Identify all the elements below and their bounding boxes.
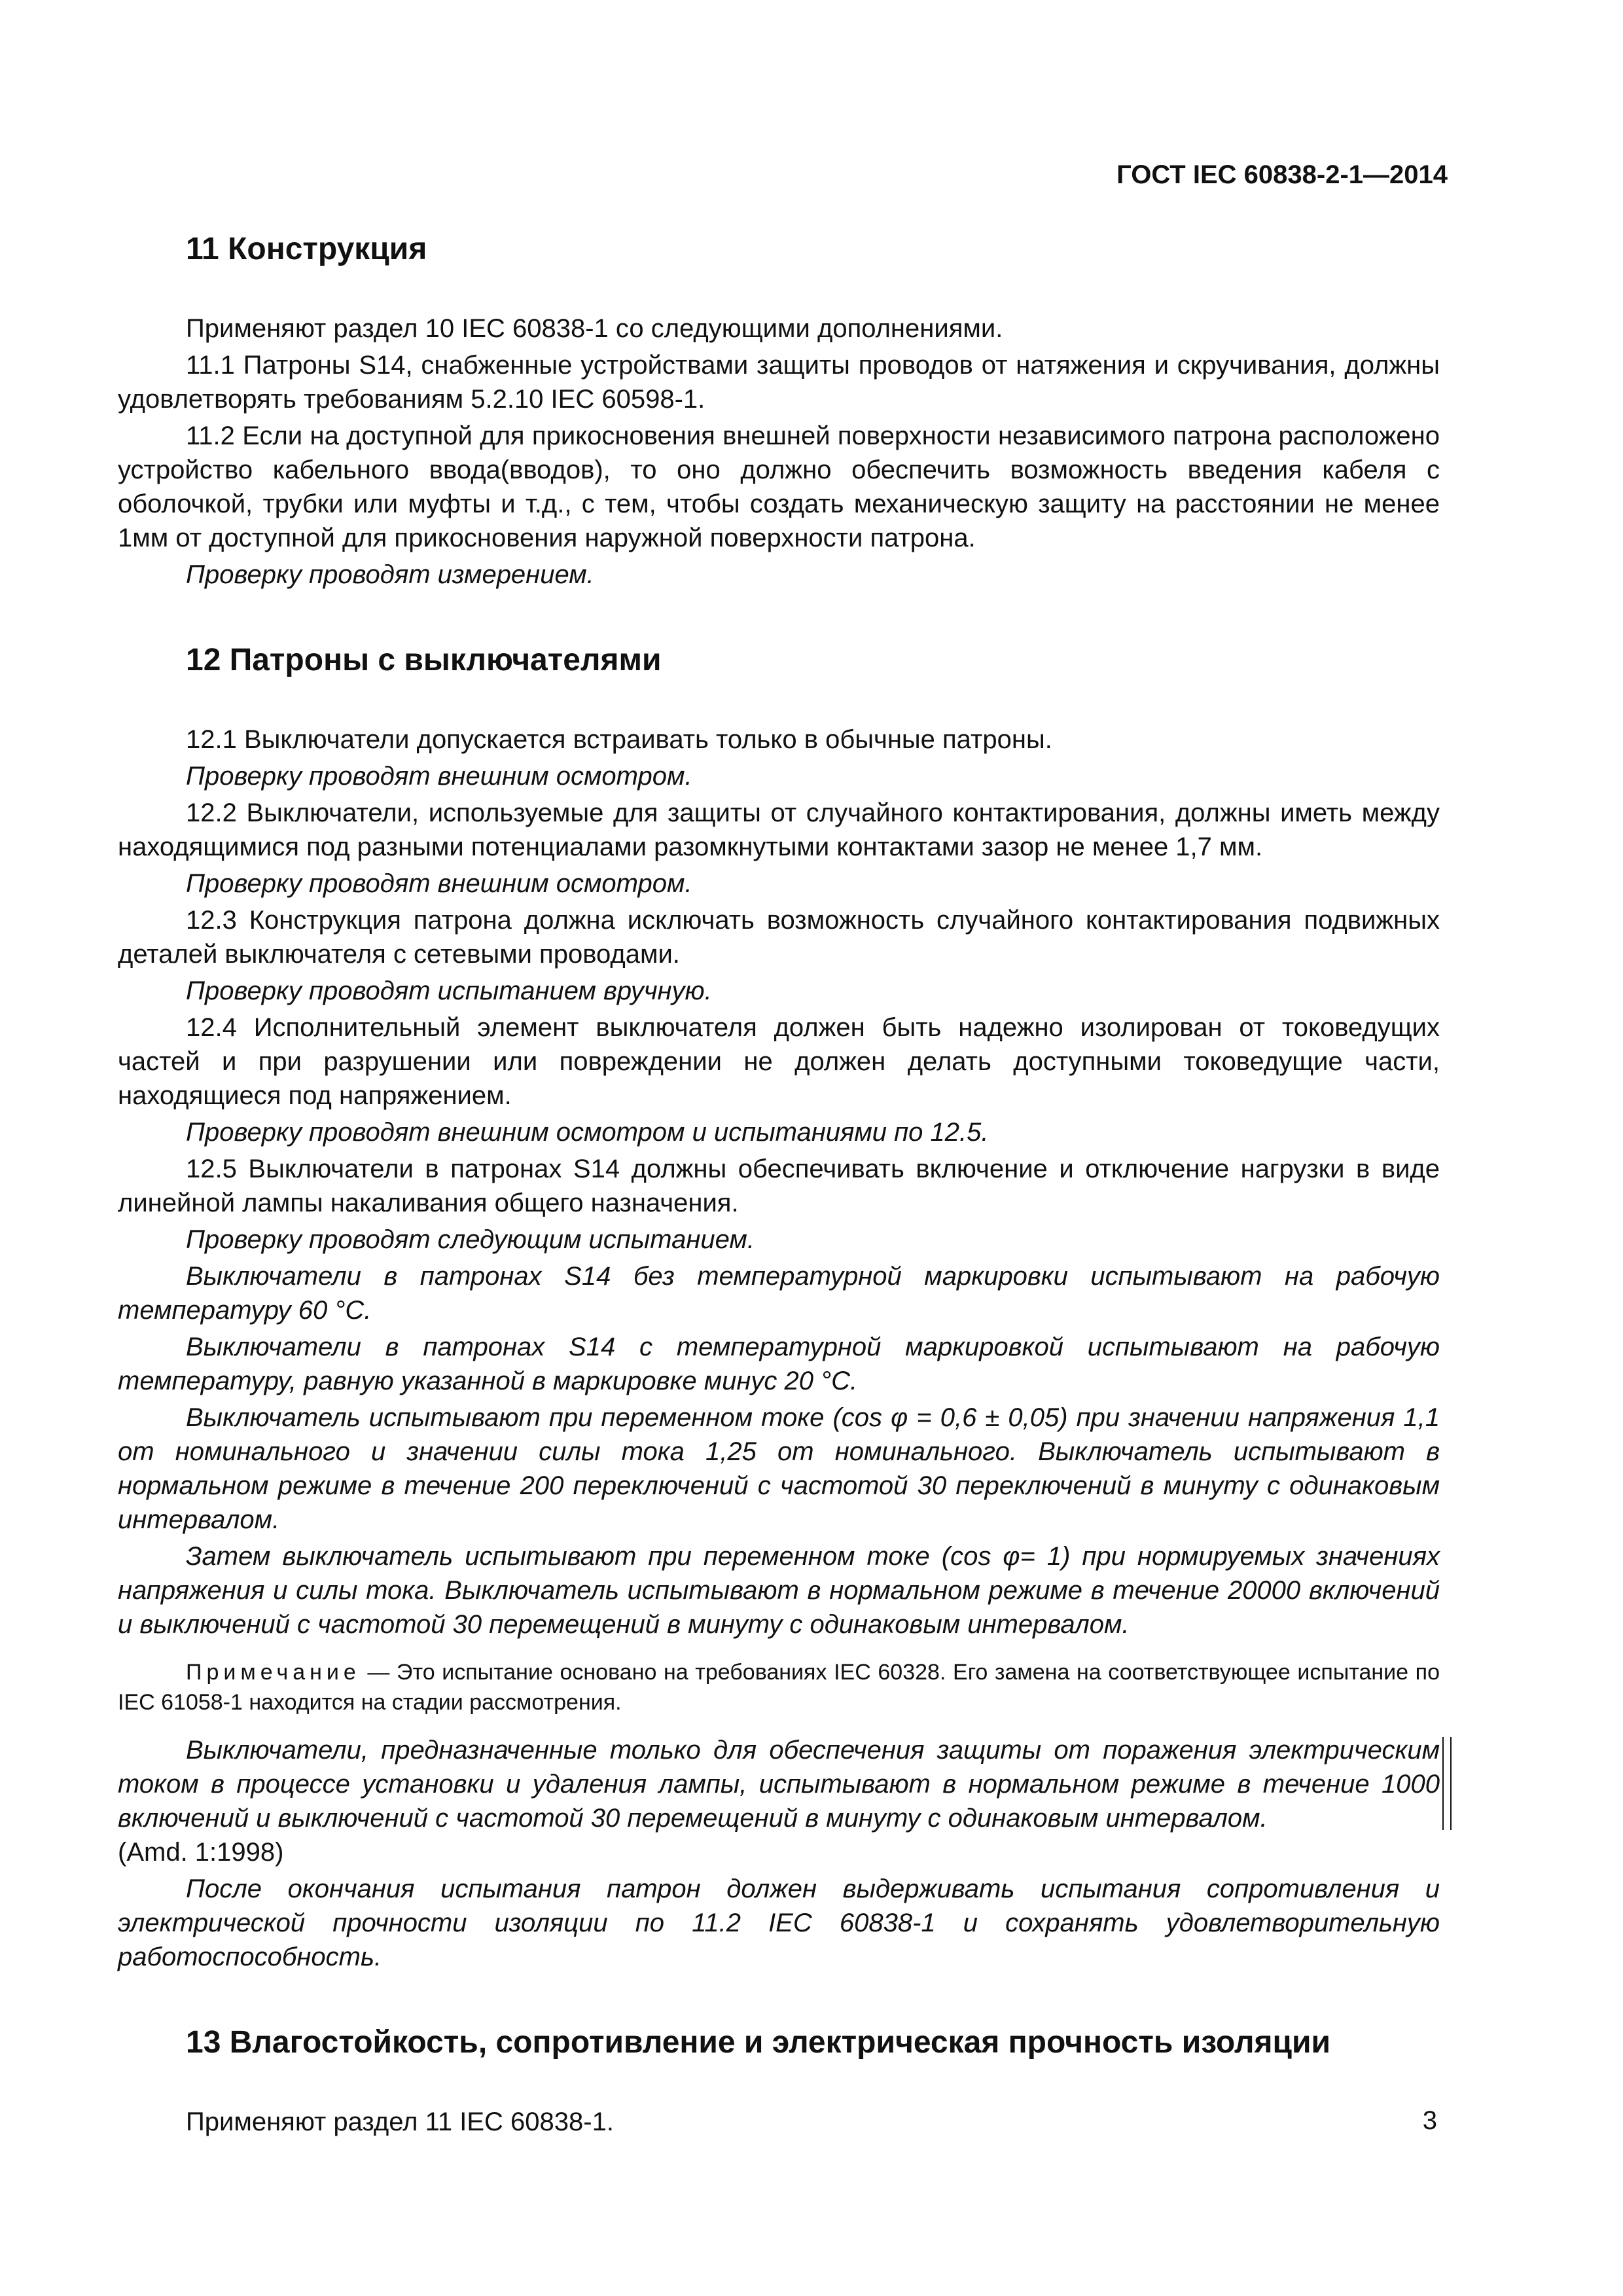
s12-note	[118, 1657, 1440, 1717]
page-number: 3	[1422, 2106, 1437, 2135]
section-12-title: 12 Патроны с выключателями	[186, 643, 662, 677]
s11-paragraph-1: Применяют раздел 10 IEC 60838-1 со следующими дополнениями.	[186, 314, 1003, 343]
s12-test-temp-1: Выключатели в патронах S14 без температурной маркировки испытывают на рабочую температуру 60 °С.	[118, 1262, 1440, 1325]
s12-paragraph-4: 12.4 Исполнительный элемент выключателя должен быть надежно изолирован от токоведущих частей и при разрушении или повреждении не должен делать доступными токоведущие части, находящиеся под напряжением.	[118, 1013, 1440, 1110]
s12-check-3: Проверку проводят испытанием вручную.	[186, 977, 712, 1005]
s13-paragraph-1: Применяют раздел 11 IEC 60838-1.	[186, 2108, 614, 2136]
section-11-title: 11 Конструкция	[186, 232, 427, 266]
s12-test-current-2: Затем выключатель испытывают при переменном токе (cos φ= 1) при нормируемых значениях напряжения и силы тока. Выключатель испытывают в нормальном режиме в течение 20000 включений и выключений с частотой 30 перемещений в минуту с одинаковым интервалом.	[118, 1542, 1440, 1639]
s11-check-note: Проверку проводят измерением.	[186, 560, 594, 589]
section-13-title: 13 Влагостойкость, сопротивление и электрическая прочность изоляции	[186, 2025, 1331, 2060]
s12-paragraph-3: 12.3 Конструкция патрона должна исключать возможность случайного контактирования подвижных деталей выключателя с сетевыми проводами.	[118, 906, 1440, 969]
standard-header: ГОСТ IEC 60838-2-1—2014	[1116, 160, 1448, 189]
amendment-block	[118, 1733, 1440, 1869]
s12-paragraph-5: 12.5 Выключатели в патронах S14 должны обеспечивать включение и отключение нагрузки в виде линейной лампы накаливания общего назначения.	[118, 1155, 1440, 1217]
s12-paragraph-1: 12.1 Выключатели допускается встраивать только в обычные патроны.	[186, 725, 1052, 754]
change-bar	[1442, 1737, 1452, 1830]
s12-paragraph-2: 12.2 Выключатели, используемые для защиты от случайного контактирования, должны иметь между находящимися под разными потенциалами разомкнутыми контактами зазор не менее 1,7 мм.	[118, 798, 1440, 861]
s12-check-5: Проверку проводят следующим испытанием.	[186, 1225, 755, 1254]
s12-check-1: Проверку проводят внешним осмотром.	[186, 762, 692, 791]
note-label: Примечание	[186, 1660, 361, 1685]
note-text: — Это испытание основано на требованиях IEC 60328. Его замена на соответствующее испытание по IEC 61058-1 находится на стадии рассмотрения.	[118, 1660, 1440, 1715]
amendment-ref: (Amd. 1:1998)	[118, 1838, 284, 1867]
s12-test-current-1: Выключатель испытывают при переменном токе (cos φ = 0,6 ± 0,05) при значении напряжения 1,1 от номинального и значении силы тока 1,25 от номинального. Выключатель испытывают в нормальном режиме в течение 200 переключений с частотой 30 переключений в минуту с одинаковым интервалом.	[118, 1403, 1440, 1534]
s11-paragraph-1-2: 11.2 Если на доступной для прикосновения внешней поверхности независимого патрона расположено устройство кабельного ввода(вводов), то оно должно обеспечить возможность введения кабеля с оболочкой, трубки или муфты и т.д., с тем, чтобы создать механическую защиту на расстоянии не менее 1мм от доступной для прикосновения наружной поверхности патрона.	[118, 422, 1440, 552]
s11-paragraph-1-1: 11.1 Патроны S14, снабженные устройствами защиты проводов от натяжения и скручивания, должны удовлетворять требованиям 5.2.10 IEC 60598-1.	[118, 351, 1440, 414]
s12-protection-switches: Выключатели, предназначенные только для обеспечения защиты от поражения электрическим током в процессе установки и удаления лампы, испытывают в нормальном режиме в течение 1000 включений и выключений с частотой 30 перемещений в минуту с одинаковым интервалом.	[118, 1736, 1440, 1833]
s12-test-temp-2: Выключатели в патронах S14 с температурной маркировкой испытывают на рабочую температуру, равную указанной в маркировке минус 20 °С.	[118, 1333, 1440, 1395]
s12-check-2: Проверку проводят внешним осмотром.	[186, 869, 692, 898]
s12-after-test: После окончания испытания патрон должен выдерживать испытания сопротивления и электрической прочности изоляции по 11.2 IEC 60838-1 и сохранять удовлетворительную работоспособность.	[118, 1874, 1440, 1971]
s12-check-4: Проверку проводят внешним осмотром и испытаниями по 12.5.	[186, 1118, 989, 1147]
page-content	[118, 229, 1440, 2139]
